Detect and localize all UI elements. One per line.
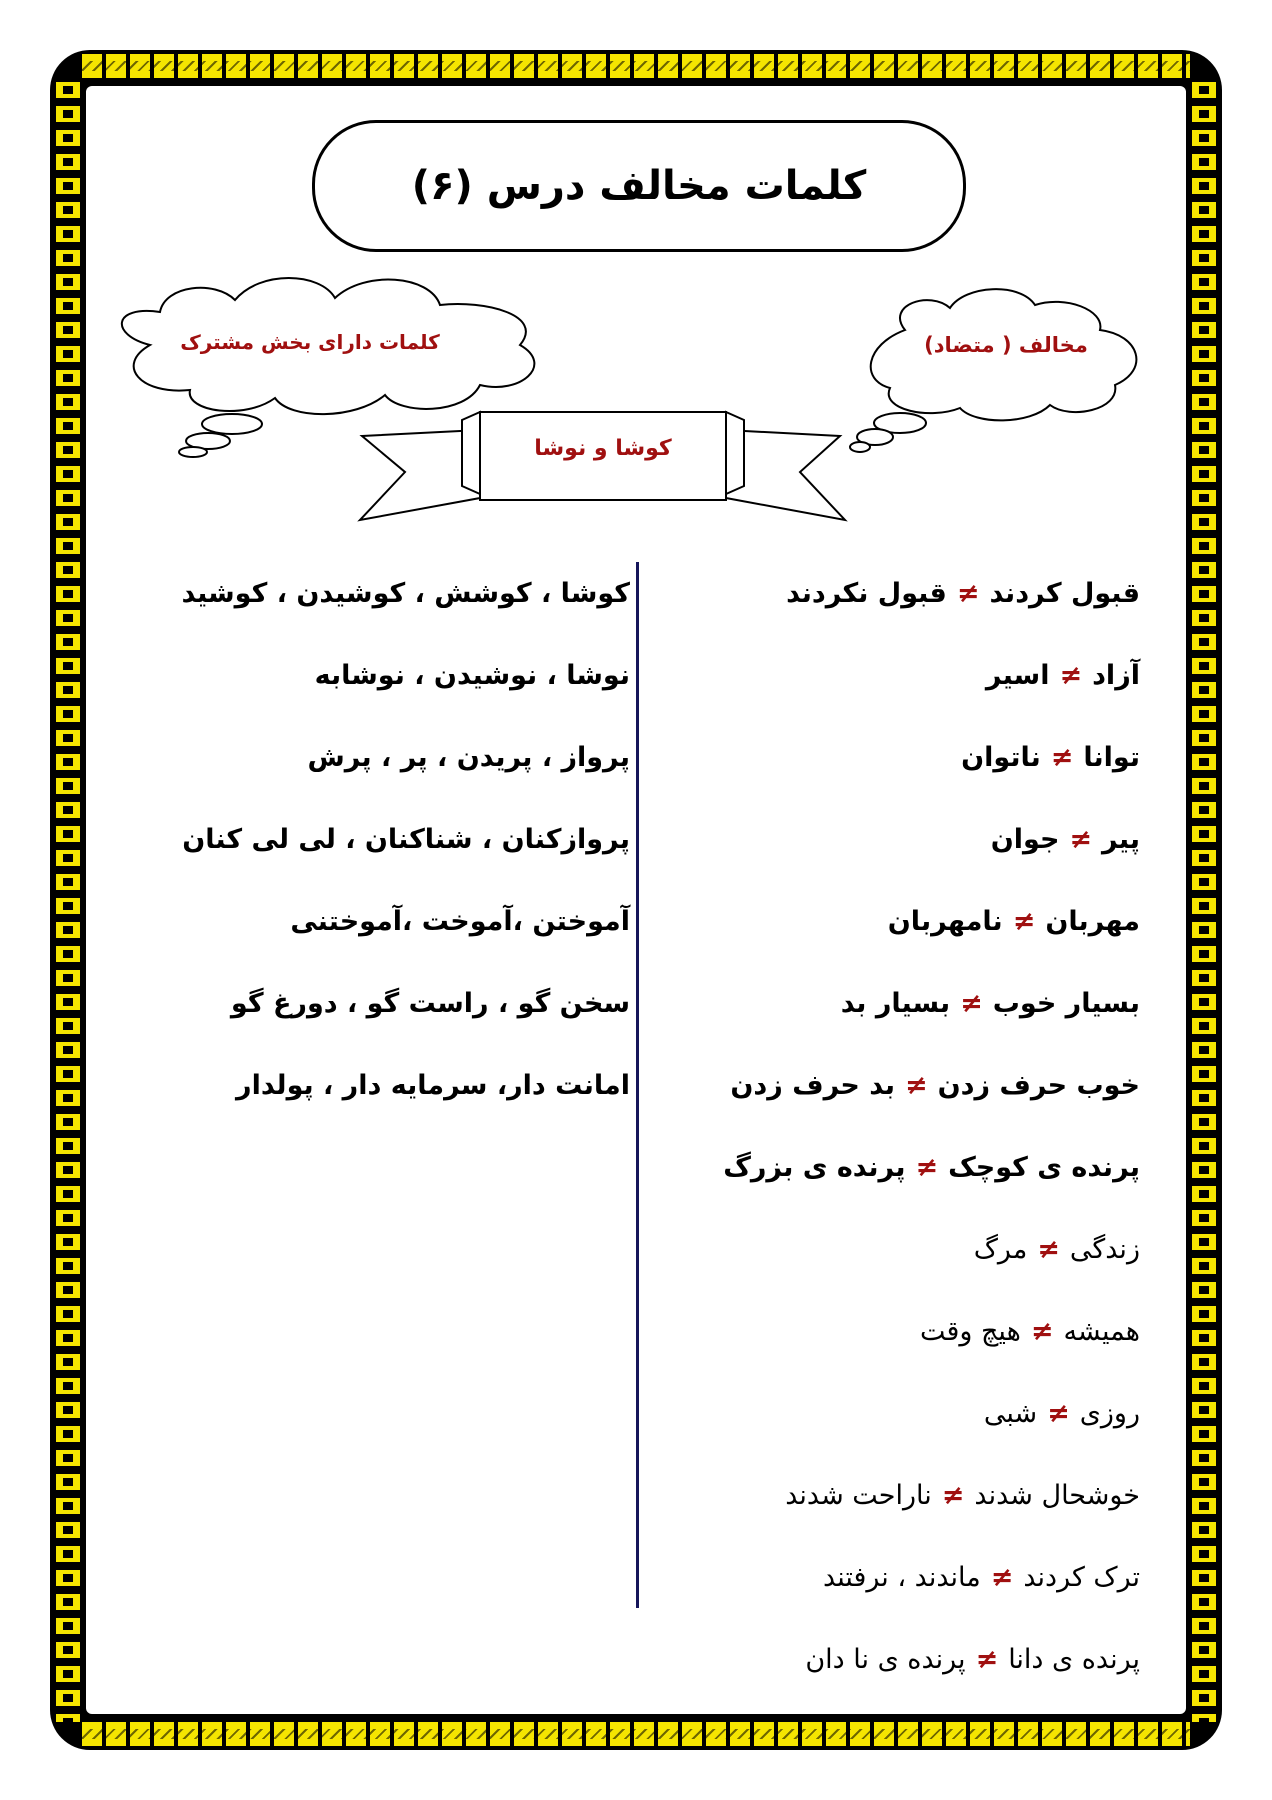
- shared-part-row: پروازکنان ، شناکنان ، لی لی کنان: [182, 823, 630, 855]
- opposite-row: [700, 1290, 1140, 1372]
- header-illustration: [0, 0, 1272, 560]
- opposite-word: هیچ وقت: [919, 1315, 1021, 1347]
- opposite-row: [700, 880, 1140, 962]
- opposite-word: نامهربان: [887, 905, 1003, 937]
- opposite-word: جوان: [990, 823, 1060, 855]
- opposite-row: [700, 1454, 1140, 1536]
- ribbon-banner: [360, 412, 845, 520]
- word: مهربان: [1045, 905, 1140, 937]
- not-equal-icon: ≠: [1012, 905, 1036, 937]
- opposite-word: ناراحت شدند: [785, 1479, 932, 1511]
- opposite-row: [700, 1618, 1140, 1700]
- page-title: کلمات مخالف درس (۶): [411, 163, 867, 209]
- opposite-word: پرنده ی نا دان: [805, 1643, 966, 1675]
- opposite-row: [700, 1044, 1140, 1126]
- not-equal-icon: ≠: [941, 1479, 965, 1511]
- opposite-row: [700, 1372, 1140, 1454]
- not-equal-icon: ≠: [990, 1561, 1014, 1593]
- cloud-right-label: مخالف ( متضاد): [924, 333, 1088, 357]
- shared-part-row: امانت دار، سرمایه دار ، پولدار: [236, 1069, 630, 1101]
- thought-cloud-right: [850, 289, 1136, 452]
- word: زندگی: [1069, 1233, 1140, 1265]
- opposite-word: مرگ: [973, 1233, 1028, 1265]
- opposite-row: [700, 552, 1140, 634]
- word: ترک کردند: [1023, 1561, 1140, 1593]
- not-equal-icon: ≠: [975, 1643, 999, 1675]
- shared-part-row: نوشا ، نوشیدن ، نوشابه: [314, 659, 630, 691]
- opposite-row: [700, 798, 1140, 880]
- word: پرنده ی کوچک: [948, 1151, 1140, 1183]
- word: قبول کردند: [989, 577, 1140, 609]
- shared-part-row: آموختن ،آموخت ،آموختنی: [290, 905, 630, 937]
- word: روزی: [1079, 1397, 1140, 1429]
- not-equal-icon: ≠: [1059, 659, 1083, 691]
- word: همیشه: [1063, 1315, 1140, 1347]
- cloud-left-label: کلمات دارای بخش مشترک: [180, 330, 440, 354]
- shared-part-row: پرواز ، پریدن ، پر ، پرش: [307, 741, 630, 773]
- not-equal-icon: ≠: [1030, 1315, 1054, 1347]
- not-equal-icon: ≠: [956, 577, 980, 609]
- opposite-word: ناتوان: [961, 741, 1041, 773]
- not-equal-icon: ≠: [1047, 1397, 1070, 1429]
- opposite-word: اسیر: [985, 659, 1050, 691]
- not-equal-icon: ≠: [1069, 823, 1093, 855]
- word: آزاد: [1092, 659, 1140, 691]
- opposite-word: پرنده ی بزرگ: [723, 1151, 906, 1183]
- opposite-word: بسیار بد: [840, 987, 951, 1019]
- word: بسیار خوب: [992, 987, 1140, 1019]
- opposite-row: [700, 962, 1140, 1044]
- opposites-list: [700, 552, 1140, 1700]
- not-equal-icon: ≠: [1037, 1233, 1060, 1265]
- word: خوب حرف زدن: [937, 1069, 1140, 1101]
- border-pattern-bottom: [82, 1722, 1190, 1746]
- word: پیر: [1102, 823, 1140, 855]
- not-equal-icon: ≠: [1050, 741, 1074, 773]
- opposite-word: ماندند ، نرفتند: [823, 1561, 981, 1593]
- not-equal-icon: ≠: [960, 987, 983, 1019]
- word: خوشحال شدند: [974, 1479, 1140, 1511]
- ribbon-label: کوشا و نوشا: [534, 436, 672, 461]
- word: توانا: [1083, 741, 1140, 773]
- not-equal-icon: ≠: [904, 1069, 928, 1101]
- opposite-row: [700, 1536, 1140, 1618]
- opposite-row: [700, 634, 1140, 716]
- not-equal-icon: ≠: [915, 1151, 939, 1183]
- opposite-word: بد حرف زدن: [730, 1069, 895, 1101]
- shared-part-list: [150, 552, 630, 1126]
- word: پرنده ی دانا: [1008, 1643, 1140, 1675]
- column-divider: [636, 562, 639, 1608]
- opposite-row: [700, 1208, 1140, 1290]
- opposite-word: قبول نکردند: [786, 577, 947, 609]
- opposite-word: شبی: [983, 1397, 1038, 1429]
- opposite-row: [700, 716, 1140, 798]
- opposite-row: [700, 1126, 1140, 1208]
- shared-part-row: سخن گو ، راست گو ، دورغ گو: [230, 987, 630, 1019]
- shared-part-row: کوشا ، کوشش ، کوشیدن ، کوشید: [181, 577, 630, 609]
